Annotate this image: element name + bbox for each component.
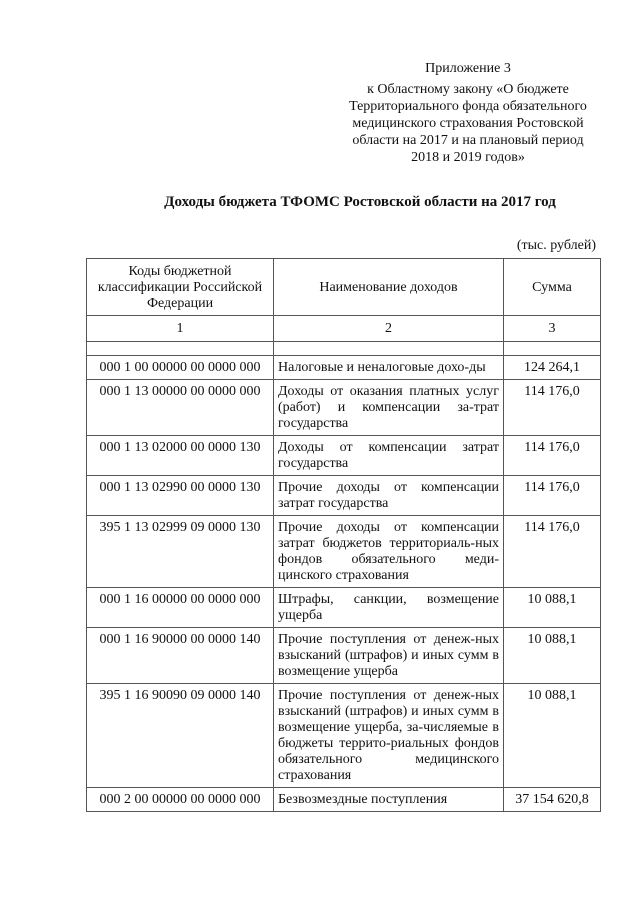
- spacer-row: [87, 342, 601, 356]
- budget-code: 395 1 13 02999 09 0000 130: [87, 516, 274, 588]
- income-name: Налоговые и неналоговые дохо-ды: [274, 356, 504, 380]
- income-sum: 114 176,0: [504, 380, 601, 436]
- budget-code: 000 1 00 00000 00 0000 000: [87, 356, 274, 380]
- income-sum: 10 088,1: [504, 628, 601, 684]
- budget-code: 000 1 13 02990 00 0000 130: [87, 476, 274, 516]
- column-number-row: [87, 316, 601, 342]
- income-sum: 114 176,0: [504, 516, 601, 588]
- table-row: [87, 588, 601, 628]
- table-row: [87, 476, 601, 516]
- table-row: [87, 788, 601, 812]
- column-number: 2: [274, 316, 504, 342]
- budget-code: 000 1 13 00000 00 0000 000: [87, 380, 274, 436]
- budget-code: 000 1 16 00000 00 0000 000: [87, 588, 274, 628]
- income-table: [86, 258, 601, 812]
- table-header-row: [87, 259, 601, 316]
- table-row: [87, 436, 601, 476]
- income-name: Доходы от оказания платных услуг (работ) и компенсации за-трат государства: [274, 380, 504, 436]
- budget-code: 395 1 16 90090 09 0000 140: [87, 684, 274, 788]
- units-label: (тыс. рублей): [516, 238, 596, 253]
- budget-code: 000 1 16 90000 00 0000 140: [87, 628, 274, 684]
- income-sum: 10 088,1: [504, 684, 601, 788]
- income-name: Доходы от компенсации затрат государства: [274, 436, 504, 476]
- header-income-name: Наименование доходов: [274, 259, 504, 316]
- income-name: Прочие поступления от денеж-ных взысканий (штрафов) и иных сумм в возмещение ущерба, за-числяемые в бюджеты террито-риальных фондов обязательного медицинского страхования: [274, 684, 504, 788]
- appendix-header: [332, 60, 604, 166]
- column-number: 1: [87, 316, 274, 342]
- income-name: Штрафы, санкции, возмещение ущерба: [274, 588, 504, 628]
- header-codes: Коды бюджетной классификации Российской Федерации: [87, 259, 274, 316]
- header-sum: Сумма: [504, 259, 601, 316]
- income-sum: 114 176,0: [504, 436, 601, 476]
- income-name: Безвозмездные поступления: [274, 788, 504, 812]
- appendix-subtitle-line: 2018 и 2019 годов»: [411, 150, 525, 165]
- appendix-subtitle-line: медицинского страхования Ростовской: [352, 116, 584, 131]
- budget-code: 000 2 00 00000 00 0000 000: [87, 788, 274, 812]
- income-sum: 114 176,0: [504, 476, 601, 516]
- table-row: [87, 684, 601, 788]
- document-title: Доходы бюджета ТФОМС Ростовской области на 2017 год: [164, 194, 556, 210]
- table-row: [87, 356, 601, 380]
- appendix-subtitle-line: области на 2017 и на плановый период: [352, 133, 584, 148]
- income-sum: 124 264,1: [504, 356, 601, 380]
- income-sum: 10 088,1: [504, 588, 601, 628]
- income-name: Прочие доходы от компенсации затрат государства: [274, 476, 504, 516]
- table-row: [87, 380, 601, 436]
- income-name: Прочие поступления от денеж-ных взысканий (штрафов) и иных сумм в возмещение ущерба: [274, 628, 504, 684]
- appendix-title: Приложение 3: [425, 61, 511, 76]
- budget-code: 000 1 13 02000 00 0000 130: [87, 436, 274, 476]
- table-row: [87, 628, 601, 684]
- column-number: 3: [504, 316, 601, 342]
- income-sum: 37 154 620,8: [504, 788, 601, 812]
- appendix-subtitle-line: Территориального фонда обязательного: [349, 99, 587, 114]
- appendix-subtitle-line: к Областному закону «О бюджете: [367, 82, 569, 97]
- table-row: [87, 516, 601, 588]
- income-name: Прочие доходы от компенсации затрат бюджетов территориаль-ных фондов обязательного меди-цинского страхования: [274, 516, 504, 588]
